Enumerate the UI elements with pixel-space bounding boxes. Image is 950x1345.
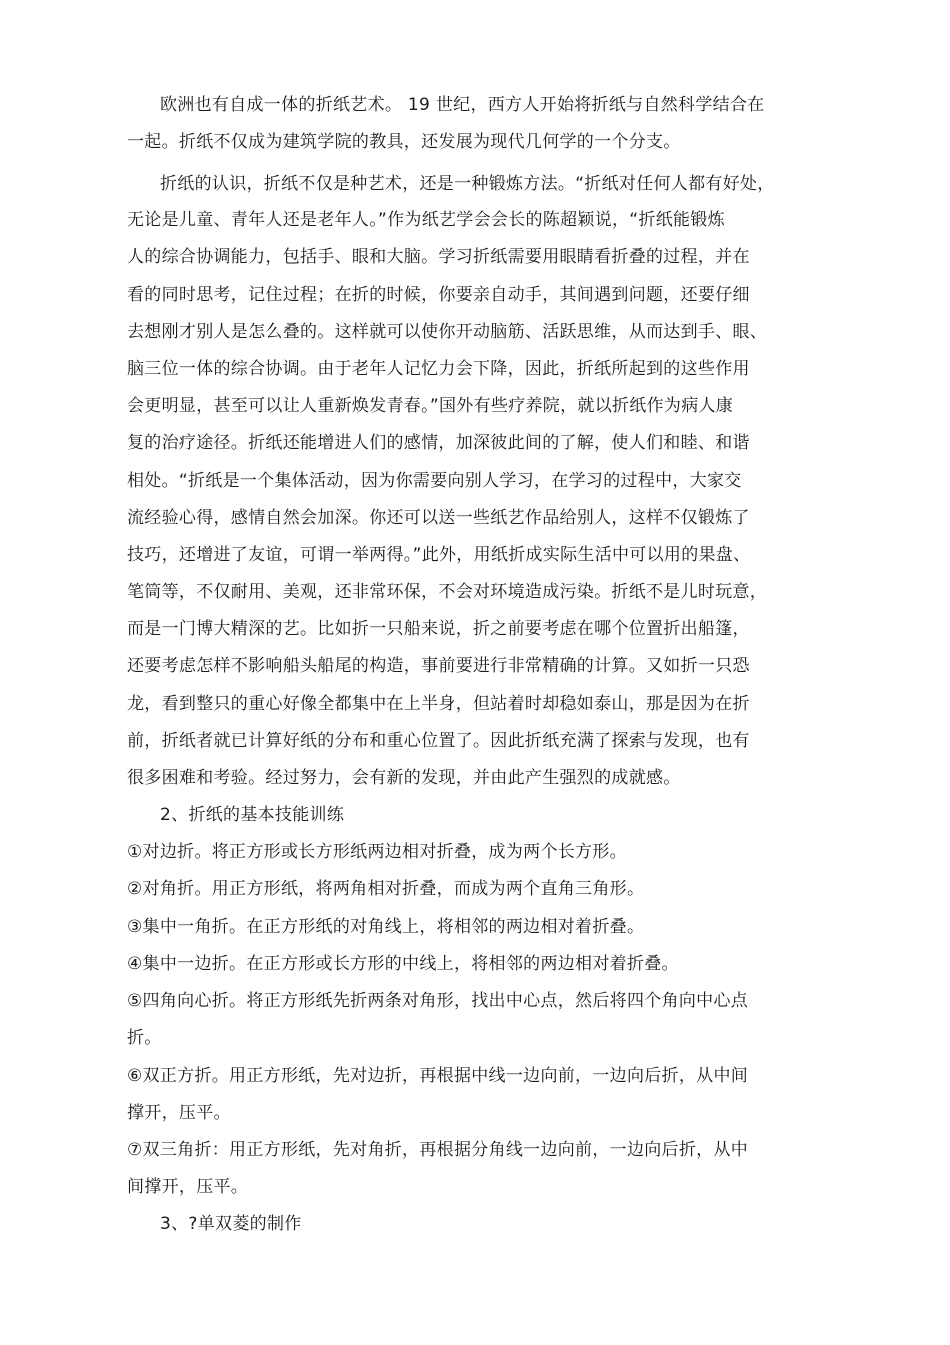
list-item: ③集中一角折。在正方形纸的对角线上，将相邻的两边相对着折叠。 [127, 917, 645, 937]
text-line: 笔筒等，不仅耐用、美观，还非常环保，不会对环境造成污染。折纸不是儿时玩意， [127, 582, 768, 602]
list-item-continuation: 折。 [127, 1028, 162, 1048]
text-line: 脑三位一体的综合协调。由于老年人记忆力会下降，因此，折纸所起到的这些作用 [127, 359, 750, 379]
text-line: 相处。“折纸是一个集体活动，因为你需要向别人学习，在学习的过程中，大家交 [127, 471, 742, 491]
list-item: ⑦双三角折：用正方形纸，先对角折，再根据分角线一边向前，一边向后折，从中 [127, 1140, 749, 1160]
text-line: 复的治疗途径。折纸还能增进人们的感情，加深彼此间的了解，使人们和睦、和谐 [127, 433, 750, 453]
list-item: ②对角折。用正方形纸，将两角相对折叠，而成为两个直角三角形。 [127, 879, 645, 899]
list-item-continuation: 撑开，压平。 [127, 1103, 231, 1123]
text-line: 很多困难和考验。经过努力，会有新的发现，并由此产生强烈的成就感。 [127, 768, 681, 788]
list-item-continuation: 间撑开，压平。 [127, 1177, 249, 1197]
text-line: 技巧，还增进了友谊，可谓一举两得。”此外，用纸折成实际生活中可以用的果盘、 [127, 545, 751, 565]
text-line: 还要考虑怎样不影响船头船尾的构造，事前要进行非常精确的计算。又如折一只恐 [127, 656, 750, 676]
text-line: 折纸的认识，折纸不仅是种艺术，还是一种锻炼方法。“折纸对任何人都有好处， [160, 174, 775, 194]
text-line: 而是一门博大精深的艺。比如折一只船来说，折之前要考虑在哪个位置折出船篷， [127, 619, 750, 639]
list-item: ⑥双正方折。用正方形纸，先对边折，再根据中线一边向前，一边向后折，从中间 [127, 1066, 749, 1086]
text-line: 去想刚才别人是怎么叠的。这样就可以使你开动脑筋、活跃思维，从而达到手、眼、 [127, 322, 768, 342]
section-heading: 2、折纸的基本技能训练 [160, 805, 345, 825]
text-line: 欧洲也有自成一体的折纸艺术。 19 世纪，西方人开始将折纸与自然科学结合在 [160, 95, 765, 115]
text-line: 人的综合协调能力，包括手、眼和大脑。学习折纸需要用眼睛看折叠的过程，并在 [127, 247, 750, 267]
text-line: 流经验心得，感情自然会加深。你还可以送一些纸艺作品给别人，这样不仅锻炼了 [127, 508, 750, 528]
text-line: 一起。折纸不仅成为建筑学院的教具，还发展为现代几何学的一个分支。 [127, 132, 681, 152]
list-item: ④集中一边折。在正方形或长方形的中线上，将相邻的两边相对着折叠。 [127, 954, 679, 974]
text-line: 龙，看到整只的重心好像全都集中在上半身，但站着时却稳如泰山，那是因为在折 [127, 694, 750, 714]
list-item: ①对边折。将正方形或长方形纸两边相对折叠，成为两个长方形。 [127, 842, 627, 862]
text-line: 会更明显，甚至可以让人重新焕发青春。”国外有些疗养院，就以折纸作为病人康 [127, 396, 734, 416]
list-item: ⑤四角向心折。将正方形纸先折两条对角形，找出中心点，然后将四个角向中心点 [127, 991, 749, 1011]
section-heading: 3、?单双菱的制作 [160, 1214, 302, 1234]
text-line: 看的同时思考，记住过程；在折的时候，你要亲自动手，其间遇到问题，还要仔细 [127, 285, 750, 305]
text-line: 无论是儿童、青年人还是老年人。”作为纸艺学会会长的陈超颖说，“折纸能锻炼 [127, 210, 725, 230]
text-line: 前，折纸者就已计算好纸的分布和重心位置了。因此折纸充满了探索与发现，也有 [127, 731, 750, 751]
